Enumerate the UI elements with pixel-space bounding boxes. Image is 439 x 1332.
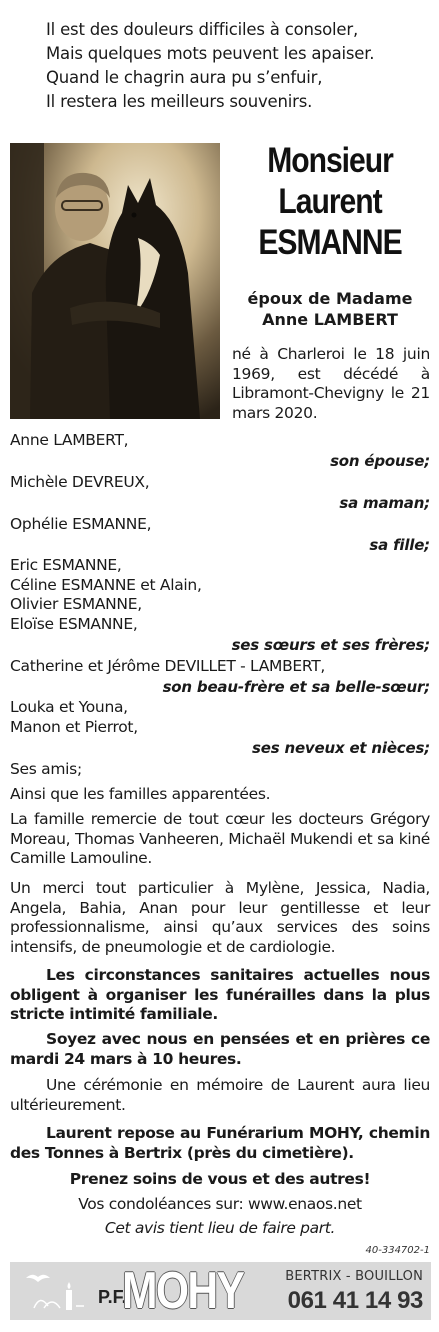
deceased-name bbox=[244, 140, 416, 263]
notice-rest: Laurent repose au Funérarium MOHY, chemin des Tonnes à Bertrix (près du cimetière). bbox=[10, 1124, 430, 1162]
thanks-doctors: La famille remercie de tout cœur les docteurs Grégory Moreau, Thomas Vanheeren, Michaël Mukendi et sa kiné Camille Lamouline. bbox=[10, 810, 430, 867]
family-names: Ophélie ESMANNE, bbox=[10, 515, 152, 533]
birth-death-text: né à Charleroi le 18 juin 1969, est décédé à Libramont-Chevigny le 21 mars 2020. bbox=[232, 345, 430, 422]
family-role: sa fille; bbox=[369, 536, 430, 554]
portrait-photo bbox=[10, 143, 220, 419]
notice-ceremony: Une cérémonie en mémoire de Laurent aura lieu ultérieurement. bbox=[10, 1076, 430, 1114]
friends-line: Ses amis; bbox=[10, 760, 82, 778]
family-role: sa maman; bbox=[339, 494, 430, 512]
notice-prayers: Soyez avec nous en pensées et en prières ce mardi 24 mars à 10 heures. bbox=[10, 1030, 430, 1068]
family-names: Louka et Youna, bbox=[10, 698, 128, 716]
reference-number: 40-334702-1 bbox=[365, 1245, 430, 1256]
pf-label: P.F. bbox=[98, 1287, 127, 1307]
family-role: son beau-frère et sa belle-sœur; bbox=[162, 678, 430, 696]
poem-line: Quand le chagrin aura pu s’enfuir, bbox=[46, 68, 323, 87]
family-role: son épouse; bbox=[330, 452, 430, 470]
family-names: Olivier ESMANNE, bbox=[10, 595, 142, 613]
locations-text: BERTRIX - BOUILLON bbox=[285, 1269, 423, 1284]
condolences-line: Vos condoléances sur: www.enaos.net bbox=[78, 1195, 362, 1213]
family-names: Eric ESMANNE, bbox=[10, 556, 122, 574]
family-names: Manon et Pierrot, bbox=[10, 717, 138, 736]
family-names: Michèle DEVREUX, bbox=[10, 473, 150, 491]
notice-sanitary: Les circonstances sanitaires actuelles nous obligent à organiser les funérailles dans la plus stricte intimité familiale. bbox=[10, 966, 430, 1023]
family-names: Céline ESMANNE et Alain, bbox=[10, 575, 202, 594]
portrait-illustration bbox=[10, 143, 220, 419]
family-names: Catherine et Jérôme DEVILLET - LAMBERT, bbox=[10, 657, 326, 675]
poem-line: Il est des douleurs difficiles à consoler, bbox=[46, 20, 358, 39]
poem bbox=[46, 18, 374, 114]
relatives-line: Ainsi que les familles apparentées. bbox=[10, 785, 271, 803]
family-names: Eloïse ESMANNE, bbox=[10, 614, 138, 633]
family-role: ses neveux et nièces; bbox=[252, 739, 430, 757]
deceased-last-name: ESMANNE bbox=[258, 223, 402, 262]
funeral-home-banner bbox=[10, 1262, 431, 1320]
brand-name: MOHY bbox=[122, 1262, 244, 1320]
thanks-staff: Un merci tout particulier à Mylène, Jessica, Nadia, Angela, Bahia, Anan pour leur gentillesse et leur professionnalisme, ainsi qu’aux services des soins intensifs, de pneumologie et de cardiologie. bbox=[10, 879, 430, 956]
deceased-first-name: Laurent bbox=[278, 182, 382, 221]
notice-care: Prenez soins de vous et des autres! bbox=[69, 1170, 371, 1188]
deceased-title: Monsieur bbox=[267, 141, 393, 180]
family-role: ses sœurs et ses frères; bbox=[231, 636, 430, 654]
phone-number: 061 41 14 93 bbox=[287, 1287, 423, 1314]
spouse-line: Anne LAMBERT bbox=[262, 310, 398, 329]
poem-line: Mais quelques mots peuvent les apaiser. bbox=[46, 44, 375, 63]
spouse-block bbox=[230, 288, 430, 330]
funeral-home-logo-icon bbox=[14, 1266, 94, 1316]
poem-line: Il restera les meilleurs souvenirs. bbox=[46, 92, 313, 111]
closing-line: Cet avis tient lieu de faire part. bbox=[104, 1219, 336, 1237]
family-names: Anne LAMBERT, bbox=[10, 431, 129, 449]
spouse-line: époux de Madame bbox=[247, 289, 413, 308]
